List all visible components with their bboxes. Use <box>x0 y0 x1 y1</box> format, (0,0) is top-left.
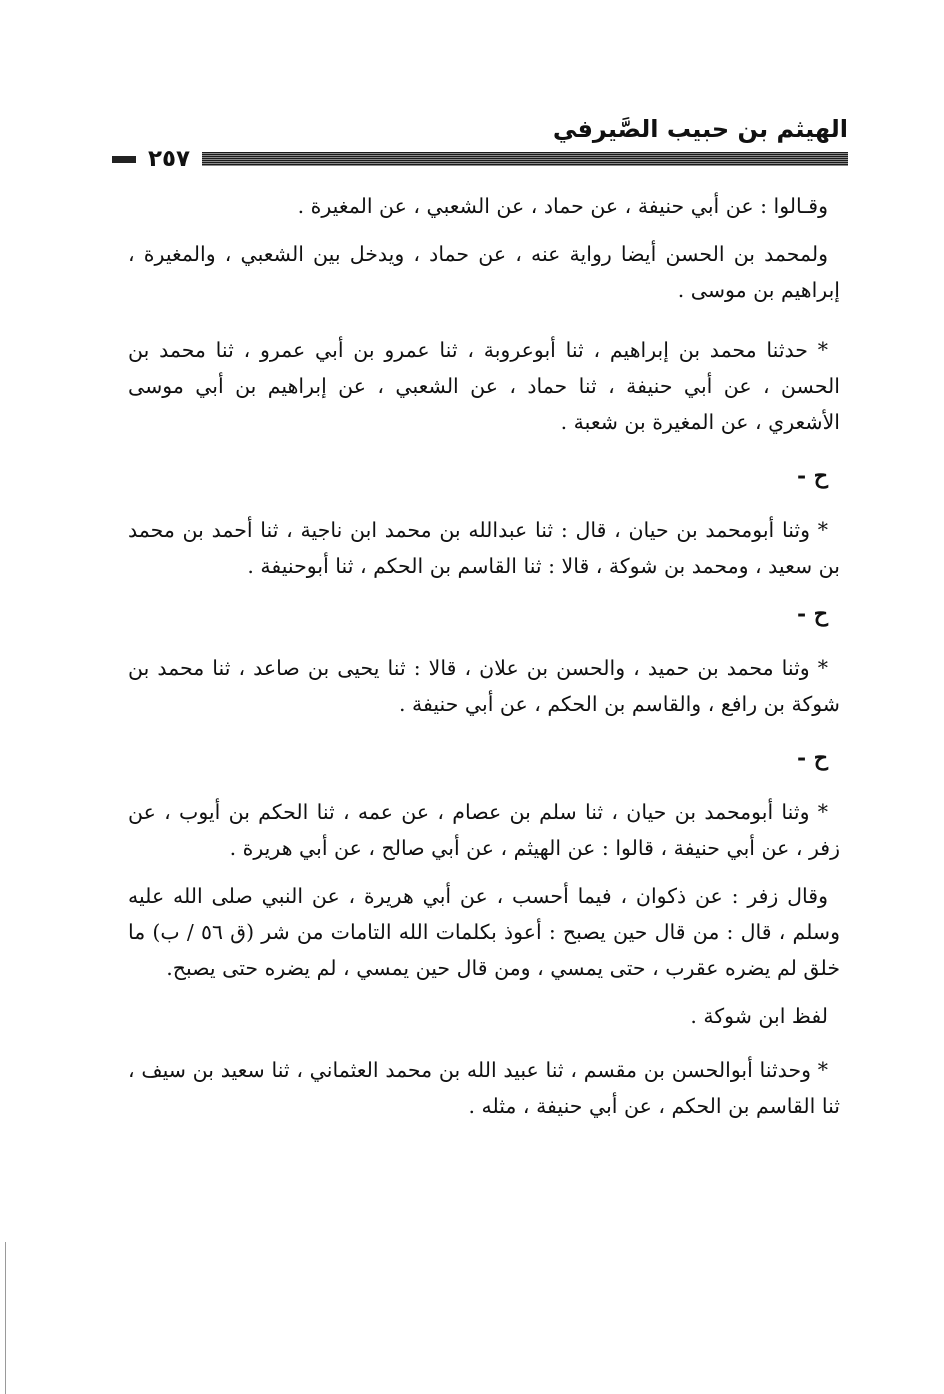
running-title: الهيثم بن حبيب الصَّيرفي <box>552 115 848 143</box>
page-number: ٢٥٧ <box>147 146 191 172</box>
paragraph: ولمحمد بن الحسن أيضا رواية عنه ، عن حماد ، ويدخل بين الشعبي ، والمغيرة ، إبراهيم بن موسى . <box>128 242 840 302</box>
page-number-box <box>112 144 204 174</box>
body-text <box>128 188 840 1124</box>
header-rule <box>202 152 848 166</box>
paragraph: * وثنا أبومحمد بن حيان ، ثنا سلم بن عصام ، عن عمه ، ثنا الحكم بن أيوب ، عن زفر ، عن أبي حنيفة ، قالوا : عن الهيثم ، عن أبي صالح ، عن أبي هريرة . <box>128 800 840 860</box>
chain-marker: ح - <box>797 463 828 489</box>
page-header <box>112 108 848 174</box>
paragraph: * وثنا أبومحمد بن حيان ، قال : ثنا عبدالله بن محمد ابن ناجية ، ثنا أحمد بن محمد بن سعيد ، ومحمد بن شوكة ، قالا : ثنا القاسم بن الحكم ، ثنا أبوحنيفة . <box>128 518 840 578</box>
chain-marker: ح - <box>797 601 828 627</box>
paragraph: لفظ ابن شوكة . <box>690 1004 828 1028</box>
paragraph: وقـالوا : عن أبي حنيفة ، عن حماد ، عن الشعبي ، عن المغيرة . <box>297 194 828 218</box>
chain-marker: ح - <box>797 745 828 771</box>
scan-edge-line <box>5 1242 6 1394</box>
page-number-bar <box>112 156 136 163</box>
paragraph: * حدثنا محمد بن إبراهيم ، ثنا أبوعروبة ، ثنا عمرو بن أبي عمرو ، ثنا محمد بن الحسن ، عن أبي حنيفة ، ثنا حماد ، عن الشعبي ، عن إبراهيم بن أبي موسى الأشعري ، عن المغيرة بن شعبة . <box>128 338 840 434</box>
paragraph: * وحدثنا أبوالحسن بن مقسم ، ثنا عبيد الله بن محمد العثماني ، ثنا سعيد بن سيف ، ثنا القاسم بن الحكم ، عن أبي حنيفة ، مثله . <box>128 1058 840 1118</box>
paragraph: وقال زفر : عن ذكوان ، فيما أحسب ، عن أبي هريرة ، عن النبي صلى الله عليه وسلم ، قال : من قال حين يصبح : أعوذ بكلمات الله التامات من شر (ق ٥٦ / ب) ما خلق لم يضره عقرب ، حتى يمسي ، ومن قال حين يمسي ، لم يضره حتى يصبح. <box>128 884 840 980</box>
paragraph: * وثنا محمد بن حميد ، والحسن بن علان ، قالا : ثنا يحيى بن صاعد ، ثنا محمد بن شوكة بن رافع ، والقاسم بن الحكم ، عن أبي حنيفة . <box>128 656 840 716</box>
